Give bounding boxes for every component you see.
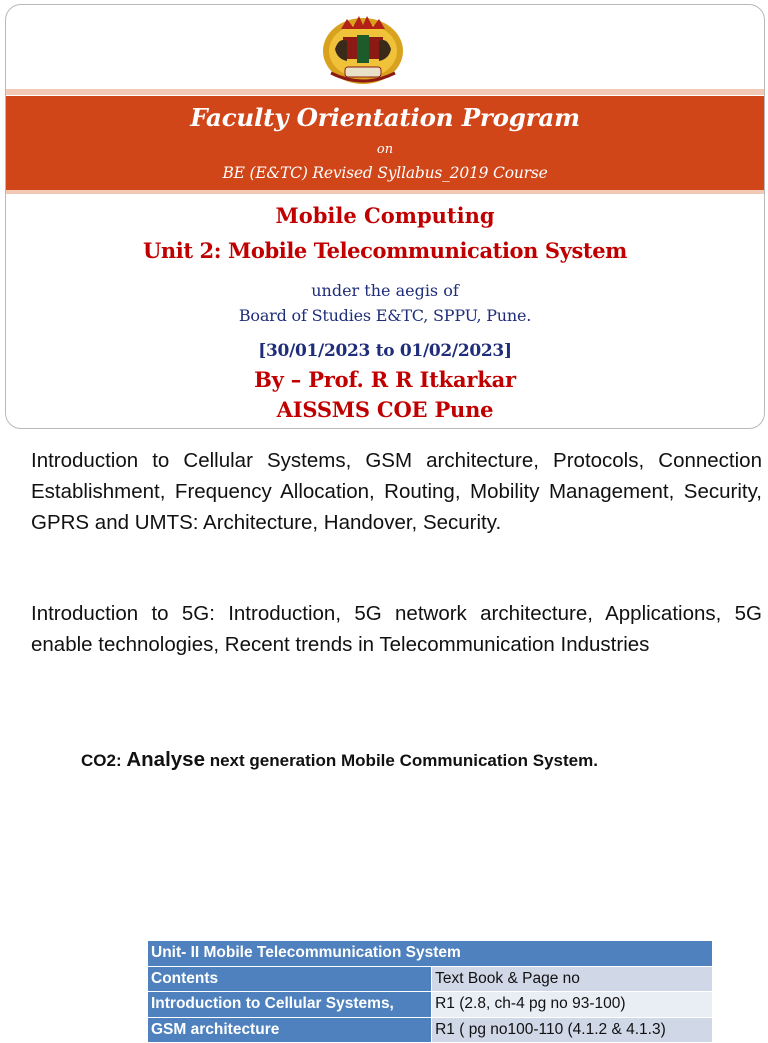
table-row [148,966,713,992]
unit-title: Unit 2: Mobile Telecommunication System [142,238,627,263]
title-slide [5,4,765,429]
syllabus-paragraph-2: Introduction to 5G: Introduction, 5G network architecture, Applications, 5G enable technologies, Recent trends in Telecommunication Industries [31,602,762,656]
course-outcome-text: next generation Mobile Communication System. [204,751,598,770]
on-label: on [376,142,394,157]
course-outcome-verb: Analyse [126,748,205,771]
course-outcome [81,748,598,772]
band-top-stripe [6,89,764,95]
program-dates: [30/01/2023 to 01/02/2023] [258,341,512,361]
table-cell-reference: R1 (2.8, ch-4 pg no 93-100) [432,992,713,1018]
table-cell-topic: Contents [148,966,432,992]
table-row [148,1017,713,1043]
title-band [6,96,764,194]
aegis-line-2: Board of Studies E&TC, SPPU, Pune. [238,306,532,325]
table-header-row [148,941,713,967]
table-cell-topic: GSM architecture [148,1017,432,1043]
table-cell-topic: Introduction to Cellular Systems, [148,992,432,1018]
table-cell-reference: R1 ( pg no100-110 (4.1.2 & 4.1.3) [432,1017,713,1043]
syllabus-paragraph-1: Introduction to Cellular Systems, GSM architecture, Protocols, Connection Establishment, Frequency Allocation, Routing, Mobility Management, Security, GPRS and UMTS: Architecture, Handover, Security. [31,449,762,534]
college-name: AISSMS COE Pune [276,397,494,422]
aegis-line-1: under the aegis of [311,281,459,300]
table-cell-reference: Text Book & Page no [432,966,713,992]
course-line: BE (E&TC) Revised Syllabus_2019 Course [222,164,548,182]
table-title: Unit- II Mobile Telecommunication System [148,941,713,967]
table-row [148,992,713,1018]
university-emblem-icon [321,11,405,87]
program-title: Faculty Orientation Program [190,103,580,132]
subject-title: Mobile Computing [275,203,495,228]
presenter-name: By – Prof. R R Itkarkar [254,367,516,392]
unit-contents-table [147,940,713,1043]
course-outcome-prefix: CO2: [81,751,127,770]
